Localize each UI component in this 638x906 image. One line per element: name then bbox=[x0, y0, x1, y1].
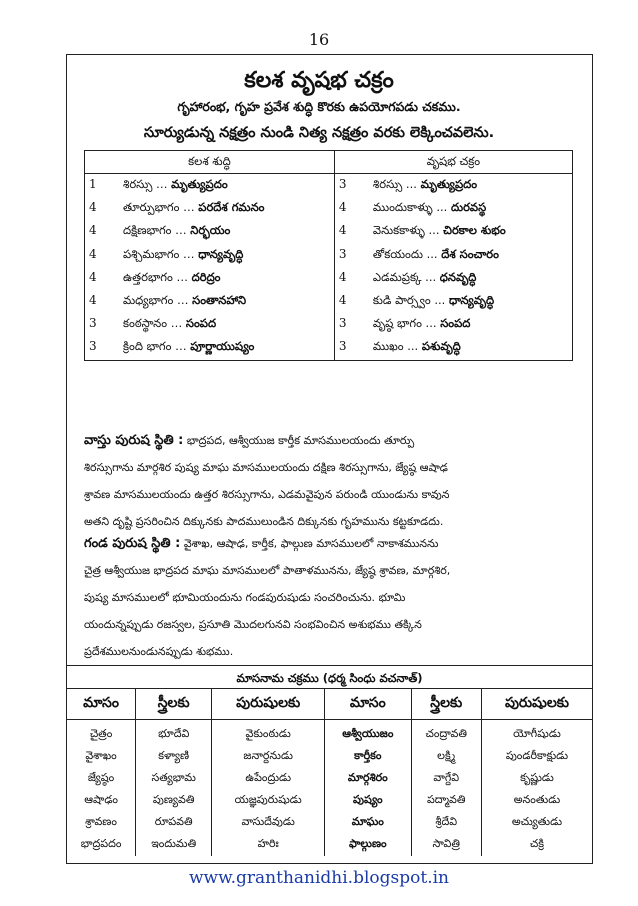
vrushabha-cell bbox=[334, 197, 572, 220]
result-value: పూర్ణాయుష్యం bbox=[190, 339, 255, 354]
kalasha-vrushabha-table bbox=[84, 150, 573, 361]
table-row bbox=[67, 790, 593, 812]
table-row bbox=[67, 834, 593, 856]
chart-title: కలశ వృషభ చక్రం bbox=[244, 68, 394, 93]
table-row bbox=[85, 174, 573, 198]
ganda-line: ప్రదేశములనుండునప్పుడు శుభము. bbox=[84, 645, 234, 658]
body-part: ముందుకాళ్ళు bbox=[372, 200, 433, 215]
month-cell: ఫాల్గుణం bbox=[325, 834, 412, 856]
result-value: మృత్యుప్రదం bbox=[171, 177, 228, 192]
female-name-cell: చంద్రావతి bbox=[411, 720, 481, 747]
kalasha-cell bbox=[85, 267, 335, 290]
table-row bbox=[85, 336, 573, 360]
dots-separator: ... bbox=[430, 293, 449, 308]
result-value: పశువృద్ధి bbox=[421, 339, 461, 354]
table-header-row bbox=[85, 151, 573, 174]
kalasha-shuddhi-header: కలశ శుద్ధి bbox=[85, 151, 335, 174]
vrushabha-cell bbox=[334, 336, 572, 360]
count-value: 3 bbox=[89, 339, 97, 354]
female-name-cell: శ్రీదేవి bbox=[411, 812, 481, 834]
body-part: క్రింది భాగం bbox=[123, 339, 172, 354]
table-row bbox=[85, 244, 573, 267]
table-row bbox=[85, 197, 573, 220]
result-value: సంతానహాని bbox=[192, 293, 247, 308]
count-value: 4 bbox=[338, 269, 347, 284]
female-name-cell: వాగ్దేవి bbox=[411, 768, 481, 790]
female-name-cell: భూదేవి bbox=[136, 720, 212, 747]
body-part: కుడి పార్స్వం bbox=[372, 293, 431, 308]
calculation-instruction: సూర్యుడున్న నక్షత్రం నుండి నిత్య నక్షత్రం వరకు లెక్కించవలెను. bbox=[143, 125, 495, 141]
result-value: పరదేశ గమనం bbox=[198, 200, 265, 215]
table-row bbox=[67, 720, 593, 747]
female-name-cell: కళ్యాణి bbox=[136, 746, 212, 768]
body-part: తూర్పుభాగం bbox=[123, 200, 180, 215]
kalasha-cell bbox=[85, 336, 335, 360]
male-name-cell: యజ్ఞపురుషుడు bbox=[212, 790, 325, 812]
table-row bbox=[67, 746, 593, 768]
dots-separator: … bbox=[179, 200, 199, 215]
dots-separator: ... bbox=[402, 177, 421, 192]
count-value: 4 bbox=[89, 223, 97, 238]
result-value: మృత్యుప్రదం bbox=[420, 177, 478, 192]
vrushabha-cell bbox=[334, 174, 572, 198]
ganda-lead: గండ పురుష స్థితి : bbox=[84, 536, 181, 551]
body-part: వృష్ఠ భాగం bbox=[372, 316, 422, 331]
vrushabha-chakram-header: వృషభ చక్రం bbox=[334, 151, 572, 174]
dots-separator: ... bbox=[403, 339, 422, 354]
count-value: 4 bbox=[89, 269, 97, 284]
month-cell: మాఘం bbox=[325, 812, 412, 834]
month-cell: చైత్రం bbox=[67, 720, 136, 747]
month-cell: ఆశ్వీయుజం bbox=[325, 720, 412, 747]
female-name-cell: పుణ్యవతి bbox=[136, 790, 212, 812]
male-name-cell: వైకుంఠుడు bbox=[212, 720, 325, 747]
female-name-cell: పద్మావతి bbox=[411, 790, 481, 812]
dots-separator: ... bbox=[422, 246, 442, 261]
result-value: ధాన్యవృద్ధి bbox=[198, 246, 244, 261]
masanama-table bbox=[66, 688, 593, 856]
masanama-title: మాసనామ చక్రము (ధర్మ సింధు వచనాత్) bbox=[236, 671, 423, 685]
dots-separator: … bbox=[152, 177, 172, 192]
count-value: 3 bbox=[338, 177, 347, 192]
male-name-cell: అనంతుడు bbox=[481, 790, 592, 812]
female-name-cell: సావిత్రి bbox=[411, 834, 481, 856]
dots-separator: … bbox=[173, 293, 193, 308]
count-value: 4 bbox=[89, 200, 97, 215]
ganda-line: చైత్ర ఆశ్వీయుజ భాద్రపద మాఘ మాసములలో పాతాళమునను, జ్యేష్ఠ శ్రావణ, మార్గశిర, bbox=[84, 564, 451, 577]
vrushabha-cell bbox=[334, 290, 572, 313]
result-value: నిర్భయం bbox=[190, 223, 231, 238]
vastu-line: అతని దృష్టి ప్రసరించిన దిక్కునకు పాదములుండిన దిక్కునకు గృహమును కట్టకూడదు. bbox=[84, 515, 444, 528]
body-part: కంఠస్థానం bbox=[123, 316, 168, 331]
table-header-row bbox=[67, 689, 593, 720]
body-part: ఉత్తరభాగం bbox=[123, 269, 173, 284]
female-name-cell: రూపవతి bbox=[136, 812, 212, 834]
month-cell: ఆషాఢం bbox=[67, 790, 136, 812]
dots-separator: ... bbox=[421, 269, 440, 284]
ganda-purusha-paragraph bbox=[84, 530, 580, 665]
count-value: 3 bbox=[338, 316, 347, 331]
vastu-line: శ్రావణ మాసములయందు ఉత్తర శిరస్సుగాను, ఎడమవైపున పరుండి యుండును కావున bbox=[84, 488, 450, 501]
count-value: 3 bbox=[338, 339, 347, 354]
body-part: ఎడమప్రక్క bbox=[372, 269, 422, 284]
table-row bbox=[85, 290, 573, 313]
body-part: ముఖం bbox=[372, 339, 404, 354]
result-value: దరిద్రం bbox=[191, 269, 221, 284]
page-number: 16 bbox=[308, 30, 330, 49]
count-value: 3 bbox=[89, 316, 97, 331]
month-cell: జ్యేష్ఠం bbox=[67, 768, 136, 790]
kalasha-cell bbox=[85, 197, 335, 220]
dots-separator: ... bbox=[432, 200, 451, 215]
male-name-cell: హరిః bbox=[212, 834, 325, 856]
kalasha-cell bbox=[85, 290, 335, 313]
body-part: శిరస్సు bbox=[372, 177, 403, 192]
body-part: దక్షిణభాగం bbox=[123, 223, 172, 238]
male-name-cell: యోగీషుడు bbox=[481, 720, 592, 747]
dots-separator: ... bbox=[421, 316, 441, 331]
body-part: తోకయందు bbox=[372, 246, 423, 261]
result-value: దురవస్థ bbox=[450, 200, 487, 215]
vrushabha-cell bbox=[334, 313, 572, 336]
count-value: 4 bbox=[89, 293, 97, 308]
vastu-line: శిరస్సుగాను మార్గశిర పుష్య మాఘ మాసములయందు దక్షిణ శిరస్సుగాను, జ్యేష్ఠ ఆషాఢ bbox=[84, 461, 448, 474]
male-header: పురుషులకు bbox=[212, 689, 325, 720]
vrushabha-cell bbox=[334, 220, 572, 243]
month-cell: భాద్రపదం bbox=[67, 834, 136, 856]
female-name-cell: లక్ష్మి bbox=[411, 746, 481, 768]
kalasha-cell bbox=[85, 244, 335, 267]
female-name-cell: సత్యభామ bbox=[136, 768, 212, 790]
month-header: మాసం bbox=[325, 689, 412, 720]
male-name-cell: జనార్దనుడు bbox=[212, 746, 325, 768]
count-value: 4 bbox=[338, 200, 347, 215]
vrushabha-cell bbox=[334, 244, 572, 267]
result-value: దేశ సంచారం bbox=[441, 246, 499, 261]
ganda-line: పుష్య మాసములలో భూమియందును గండపురుషుడు సంచరించును. భూమి bbox=[84, 591, 406, 604]
count-value: 4 bbox=[338, 293, 347, 308]
count-value: 4 bbox=[338, 223, 347, 238]
table-row bbox=[67, 768, 593, 790]
body-part: మధ్యభాగం bbox=[123, 293, 174, 308]
count-value: 1 bbox=[89, 177, 97, 192]
footer-url: www.granthanidhi.blogspot.in bbox=[188, 868, 449, 888]
month-cell: వైశాఖం bbox=[67, 746, 136, 768]
male-header: పురుషులకు bbox=[481, 689, 592, 720]
male-name-cell: వాసుదేవుడు bbox=[212, 812, 325, 834]
male-name-cell: చక్రి bbox=[481, 834, 592, 856]
table-row bbox=[67, 812, 593, 834]
ganda-line: యందున్నప్పుడు రజస్వల, ప్రసూతి మొదలగునవి సంభవించిన అశుభము తక్కిన bbox=[84, 618, 422, 631]
dots-separator: … bbox=[171, 339, 191, 354]
vastu-line: భాద్రపద, ఆశ్వీయుజ కార్తీక మాసములయందు తూర్పు bbox=[186, 434, 415, 447]
count-value: 4 bbox=[89, 246, 97, 261]
section-divider bbox=[66, 665, 593, 666]
vastu-lead: వాస్తు పురుష స్థితి : bbox=[84, 433, 184, 448]
result-value: సంపద bbox=[185, 316, 217, 331]
table-row bbox=[85, 313, 573, 336]
body-part: పశ్చిమభాగం bbox=[123, 246, 180, 261]
month-cell: మార్గశిరం bbox=[325, 768, 412, 790]
female-header: స్త్రీలకు bbox=[411, 689, 481, 720]
result-value: ధాన్యవృద్ధి bbox=[448, 293, 495, 308]
body-part: వెనుకకాళ్ళు bbox=[372, 223, 425, 238]
male-name-cell: అచ్యుతుడు bbox=[481, 812, 592, 834]
result-value: సంపద bbox=[440, 316, 471, 331]
male-name-cell: పుండరీకాక్షుడు bbox=[481, 746, 592, 768]
month-cell: శ్రావణం bbox=[67, 812, 136, 834]
count-value: 3 bbox=[338, 246, 347, 261]
ganda-line: వైశాఖ, ఆషాఢ, కార్తీక, ఫాల్గుణ మాసములలో నాకాశమునను bbox=[183, 537, 439, 550]
vrushabha-cell bbox=[334, 267, 572, 290]
female-header: స్త్రీలకు bbox=[136, 689, 212, 720]
result-value: ధనవృద్ధి bbox=[439, 269, 477, 284]
table-row bbox=[85, 267, 573, 290]
month-cell: కార్తీకం bbox=[325, 746, 412, 768]
result-value: చిరకాల శుభం bbox=[443, 223, 506, 238]
dots-separator: … bbox=[171, 223, 191, 238]
table-row bbox=[85, 220, 573, 243]
chart-subtitle: గృహారంభ, గృహ ప్రవేశ శుద్ధి కొరకు ఉపయోగపడు చకము. bbox=[177, 99, 461, 114]
dots-separator: … bbox=[167, 316, 186, 331]
month-header: మాసం bbox=[67, 689, 136, 720]
body-part: శిరస్సు bbox=[123, 177, 153, 192]
dots-separator: … bbox=[179, 246, 199, 261]
kalasha-cell bbox=[85, 174, 335, 198]
month-cell: పుష్యం bbox=[325, 790, 412, 812]
dots-separator: … bbox=[172, 269, 192, 284]
kalasha-cell bbox=[85, 313, 335, 336]
female-name-cell: ఇందుమతి bbox=[136, 834, 212, 856]
male-name-cell: కృష్ణుడు bbox=[481, 768, 592, 790]
male-name-cell: ఉపేంద్రుడు bbox=[212, 768, 325, 790]
vastu-purusha-paragraph bbox=[84, 427, 580, 535]
kalasha-cell bbox=[85, 220, 335, 243]
dots-separator: ... bbox=[424, 223, 444, 238]
